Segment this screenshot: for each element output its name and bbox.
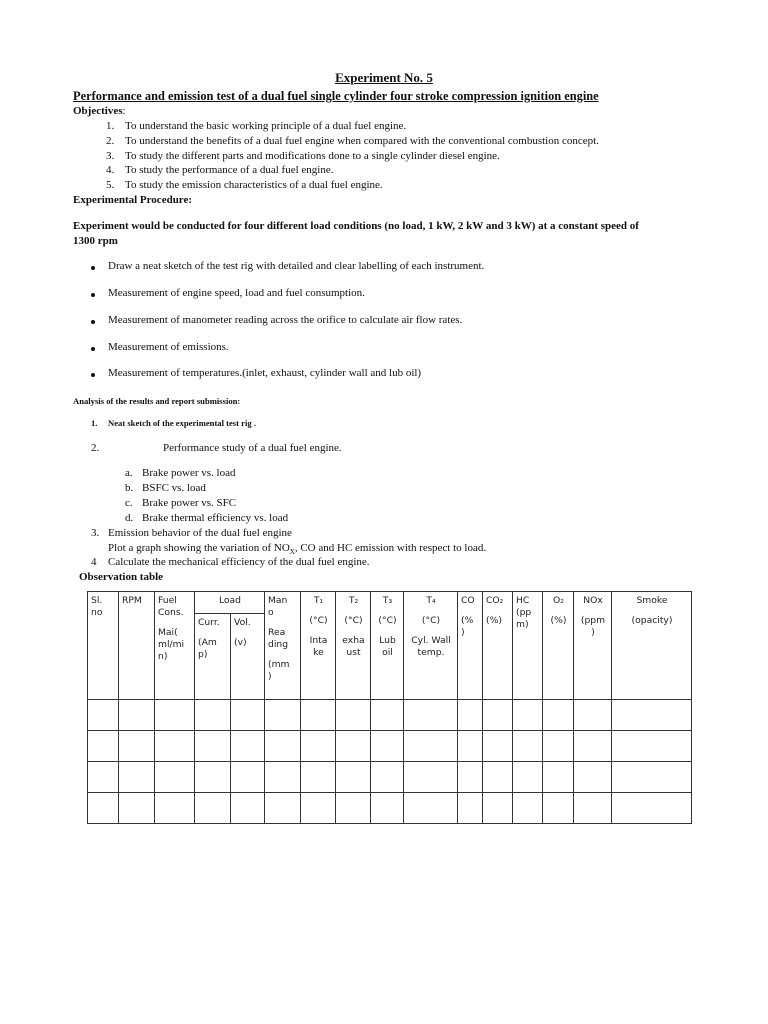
header-text: temp. xyxy=(417,647,445,658)
table-cell[interactable] xyxy=(404,793,458,824)
header-t4 xyxy=(404,592,458,700)
table-cell[interactable] xyxy=(265,793,301,824)
table-cell[interactable] xyxy=(155,762,195,793)
table-header-row xyxy=(88,592,692,614)
table-row xyxy=(88,700,692,731)
objective-item xyxy=(106,164,333,176)
table-cell[interactable] xyxy=(458,731,483,762)
table-cell[interactable] xyxy=(543,731,574,762)
table-cell[interactable] xyxy=(119,700,155,731)
table-cell[interactable] xyxy=(612,700,692,731)
header-subtext xyxy=(268,627,298,651)
table-cell[interactable] xyxy=(265,731,301,762)
table-cell[interactable] xyxy=(301,762,336,793)
table-cell[interactable] xyxy=(404,731,458,762)
table-cell[interactable] xyxy=(513,700,543,731)
table-cell[interactable] xyxy=(195,762,231,793)
objective-number: 1. xyxy=(106,120,115,132)
table-cell[interactable] xyxy=(483,700,513,731)
analysis-item-text: Calculate the mechanical efficiency of the dual fuel engine. xyxy=(108,556,370,568)
header-subtext xyxy=(407,635,455,659)
analysis-sub-item xyxy=(125,482,206,494)
header-subtext xyxy=(374,635,401,659)
objective-number: 3. xyxy=(106,150,115,162)
header-load xyxy=(195,592,265,614)
objective-text: To understand the basic working principle of a dual fuel engine. xyxy=(125,120,407,132)
header-text: RPM xyxy=(122,595,142,606)
header-text: Rea xyxy=(268,627,286,638)
header-unit: (°C) xyxy=(309,615,328,626)
analysis-sub-text: Brake thermal efficiency vs. load xyxy=(142,512,289,524)
procedure-bullet: Measurement of emissions. xyxy=(108,341,229,353)
objective-item xyxy=(106,135,599,147)
table-cell[interactable] xyxy=(231,762,265,793)
table-cell[interactable] xyxy=(336,731,371,762)
header-unit: (°C) xyxy=(421,615,441,626)
header-text: (v) xyxy=(234,637,247,648)
objective-text: To understand the benefits of a dual fuel engine when compared with the conventional combustion concept. xyxy=(125,135,599,147)
header-subtext xyxy=(339,635,368,659)
header-subtext xyxy=(304,635,333,659)
analysis-sub-text: Brake power vs. SFC xyxy=(142,497,237,509)
table-cell[interactable] xyxy=(612,762,692,793)
objective-item xyxy=(106,120,406,132)
header-text: Vol. xyxy=(234,617,251,628)
table-cell[interactable] xyxy=(574,700,612,731)
header-text: ust xyxy=(346,647,361,658)
table-cell[interactable] xyxy=(458,762,483,793)
header-text: O₂ xyxy=(553,595,564,606)
table-cell[interactable] xyxy=(195,731,231,762)
table-cell[interactable] xyxy=(88,793,119,824)
header-text: T₃ xyxy=(382,595,393,606)
table-cell[interactable] xyxy=(458,700,483,731)
header-text: ml/mi xyxy=(158,639,185,650)
table-cell[interactable] xyxy=(231,731,265,762)
analysis-item-number: 4 xyxy=(91,556,97,568)
procedure-bullet: Measurement of manometer reading across the orifice to calculate air flow rates. xyxy=(108,314,463,326)
header-text: (mm xyxy=(268,659,290,670)
table-cell[interactable] xyxy=(155,700,195,731)
table-cell[interactable] xyxy=(336,700,371,731)
table-cell[interactable] xyxy=(265,700,301,731)
header-hc xyxy=(513,592,543,700)
table-cell[interactable] xyxy=(155,731,195,762)
header-text: ) xyxy=(268,671,272,682)
analysis-item-2 xyxy=(91,442,342,454)
experiment-subtitle: Performance and emission test of a dual fuel single cylinder four stroke compression ignition engine xyxy=(73,89,599,103)
header-fuel-cons xyxy=(155,592,195,700)
table-cell[interactable] xyxy=(458,793,483,824)
table-cell[interactable] xyxy=(371,793,404,824)
header-text: p) xyxy=(198,649,208,660)
table-cell[interactable] xyxy=(404,762,458,793)
header-text: CO xyxy=(461,595,475,606)
bullet-dot xyxy=(91,293,95,297)
analysis-item-number: 1. xyxy=(91,418,98,428)
table-cell[interactable] xyxy=(119,793,155,824)
analysis-item-number: 3. xyxy=(91,527,100,539)
table-cell[interactable] xyxy=(231,793,265,824)
observation-heading: Observation table xyxy=(79,571,164,583)
analysis-detail-text: , CO and HC emission with respect to load. xyxy=(294,542,487,554)
analysis-sub-letter: b. xyxy=(125,482,134,494)
table-cell[interactable] xyxy=(155,793,195,824)
analysis-item-number: 2. xyxy=(91,442,100,454)
header-text: (Am xyxy=(198,637,217,648)
header-text: Cyl. Wall xyxy=(411,635,451,646)
table-cell[interactable] xyxy=(301,731,336,762)
header-text: (pp xyxy=(516,607,532,618)
table-cell[interactable] xyxy=(483,731,513,762)
procedure-bullet: Measurement of temperatures.(inlet, exhaust, cylinder wall and lub oil) xyxy=(108,367,422,379)
header-text: n) xyxy=(158,651,168,662)
header-t2 xyxy=(336,592,371,700)
analysis-item-text: Performance study of a dual fuel engine. xyxy=(163,442,342,454)
header-text: Man xyxy=(268,595,288,606)
header-text: ) xyxy=(461,627,465,638)
objective-text: To study the different parts and modifications done to a single cylinder diesel engine. xyxy=(125,150,500,162)
objective-text: To study the emission characteristics of a dual fuel engine. xyxy=(125,179,383,191)
table-cell[interactable] xyxy=(513,793,543,824)
table-cell[interactable] xyxy=(336,762,371,793)
header-sl-no xyxy=(88,592,119,700)
table-cell[interactable] xyxy=(612,731,692,762)
header-text: Fuel xyxy=(158,595,177,606)
header-t3 xyxy=(371,592,404,700)
header-subtext xyxy=(461,615,480,639)
header-unit: (°C) xyxy=(344,615,363,626)
header-text: Load xyxy=(218,595,242,606)
header-co2 xyxy=(483,592,513,700)
header-text: ) xyxy=(591,627,595,638)
header-unit: (%) xyxy=(550,615,567,626)
table-cell[interactable] xyxy=(483,793,513,824)
header-o2 xyxy=(543,592,574,700)
table-cell[interactable] xyxy=(574,731,612,762)
analysis-item-4 xyxy=(91,556,370,568)
analysis-sub-item xyxy=(125,467,235,479)
procedure-bullet: Draw a neat sketch of the test rig with detailed and clear labelling of each instrument. xyxy=(108,260,485,272)
header-text: Lub xyxy=(379,635,396,646)
header-text: ke xyxy=(313,647,324,658)
table-cell[interactable] xyxy=(88,700,119,731)
table-row xyxy=(88,762,692,793)
nox-subscript: X xyxy=(289,548,295,557)
analysis-item-text: Emission behavior of the dual fuel engine xyxy=(108,527,292,539)
table-cell[interactable] xyxy=(119,762,155,793)
table-cell[interactable] xyxy=(195,793,231,824)
header-text: no xyxy=(91,607,103,618)
header-rpm xyxy=(119,592,155,700)
table-cell[interactable] xyxy=(371,731,404,762)
header-text: HC xyxy=(516,595,530,606)
analysis-sub-text: BSFC vs. load xyxy=(142,482,206,494)
procedure-description xyxy=(73,219,688,249)
table-cell[interactable] xyxy=(543,700,574,731)
analysis-item-3-detail xyxy=(108,542,486,556)
header-text: NOx xyxy=(583,595,603,606)
objectives-heading-label: Objectives xyxy=(73,105,123,117)
table-cell[interactable] xyxy=(612,793,692,824)
table-cell[interactable] xyxy=(88,731,119,762)
table-cell[interactable] xyxy=(265,762,301,793)
analysis-item-text: Neat sketch of the experimental test rig . xyxy=(108,418,256,428)
table-cell[interactable] xyxy=(404,700,458,731)
header-text: T₂ xyxy=(348,595,359,606)
table-cell[interactable] xyxy=(543,793,574,824)
table-cell[interactable] xyxy=(483,762,513,793)
header-text: Sl. xyxy=(91,595,103,606)
table-cell[interactable] xyxy=(195,700,231,731)
objective-item xyxy=(106,179,383,191)
analysis-sub-item xyxy=(125,512,288,524)
header-voltage xyxy=(231,614,265,700)
analysis-sub-letter: c. xyxy=(125,497,133,509)
objective-number: 5. xyxy=(106,179,115,191)
header-subtext xyxy=(268,659,298,683)
table-cell[interactable] xyxy=(336,793,371,824)
procedure-description-line1: Experiment would be conducted for four different load conditions (no load, 1 kW, 2 kW and 3 kW) at a constant speed of xyxy=(73,220,639,232)
analysis-item-1 xyxy=(91,418,256,428)
header-text: ding xyxy=(268,639,289,650)
bullet-dot xyxy=(91,320,95,324)
table-cell[interactable] xyxy=(513,731,543,762)
objective-number: 4. xyxy=(106,164,115,176)
header-text: Smoke xyxy=(636,595,668,606)
header-unit: (°C) xyxy=(378,615,397,626)
bullet-dot xyxy=(91,266,95,270)
header-nox xyxy=(574,592,612,700)
table-row xyxy=(88,793,692,824)
header-text: T₄ xyxy=(426,595,436,606)
analysis-sub-text: Brake power vs. load xyxy=(142,467,236,479)
header-subtext xyxy=(158,627,192,663)
header-smoke xyxy=(612,592,692,700)
table-cell[interactable] xyxy=(371,700,404,731)
procedure-description-line2: 1300 rpm xyxy=(73,235,118,247)
table-cell[interactable] xyxy=(119,731,155,762)
objective-item xyxy=(106,150,500,162)
objectives-heading xyxy=(73,105,126,117)
objective-number: 2. xyxy=(106,135,115,147)
analysis-heading: Analysis of the results and report submission: xyxy=(73,396,241,406)
header-current xyxy=(195,614,231,700)
header-text: (ppm xyxy=(580,615,606,626)
analysis-sub-item xyxy=(125,497,236,509)
header-subtext xyxy=(198,637,228,661)
header-mano-reading xyxy=(265,592,301,700)
table-cell[interactable] xyxy=(88,762,119,793)
header-text: Inta xyxy=(309,635,328,646)
header-unit: (opacity) xyxy=(631,615,673,626)
header-text: T₁ xyxy=(313,595,324,606)
table-cell[interactable] xyxy=(371,762,404,793)
header-t1 xyxy=(301,592,336,700)
table-cell[interactable] xyxy=(574,762,612,793)
header-text: o xyxy=(268,607,274,618)
table-cell[interactable] xyxy=(543,762,574,793)
table-row xyxy=(88,731,692,762)
header-subtext xyxy=(577,615,609,639)
header-text: exha xyxy=(342,635,365,646)
procedure-bullet: Measurement of engine speed, load and fuel consumption. xyxy=(108,287,365,299)
procedure-heading: Experimental Procedure: xyxy=(73,194,193,206)
header-text: Curr. xyxy=(198,617,220,628)
bullet-dot xyxy=(91,347,95,351)
table-cell[interactable] xyxy=(513,762,543,793)
header-text: Mai( xyxy=(158,627,178,638)
table-cell[interactable] xyxy=(231,700,265,731)
observation-table xyxy=(87,591,692,824)
header-text: Cons. xyxy=(158,607,184,618)
analysis-detail-text: Plot a graph showing the variation of NO xyxy=(108,542,290,554)
analysis-sub-letter: d. xyxy=(125,512,134,524)
objective-text: To study the performance of a dual fuel engine. xyxy=(125,164,334,176)
header-text: oil xyxy=(382,647,393,658)
table-cell[interactable] xyxy=(574,793,612,824)
page-title: Experiment No. 5 xyxy=(335,70,433,85)
bullet-dot xyxy=(91,373,95,377)
header-text: m) xyxy=(516,619,529,630)
objectives-heading-colon: : xyxy=(122,105,126,117)
header-text: CO₂ xyxy=(486,595,504,606)
header-co xyxy=(458,592,483,700)
header-text: (% xyxy=(461,615,474,626)
analysis-sub-letter: a. xyxy=(125,467,133,479)
header-unit: (%) xyxy=(486,615,502,626)
analysis-item-3 xyxy=(91,527,292,539)
table-cell[interactable] xyxy=(301,700,336,731)
table-cell[interactable] xyxy=(301,793,336,824)
